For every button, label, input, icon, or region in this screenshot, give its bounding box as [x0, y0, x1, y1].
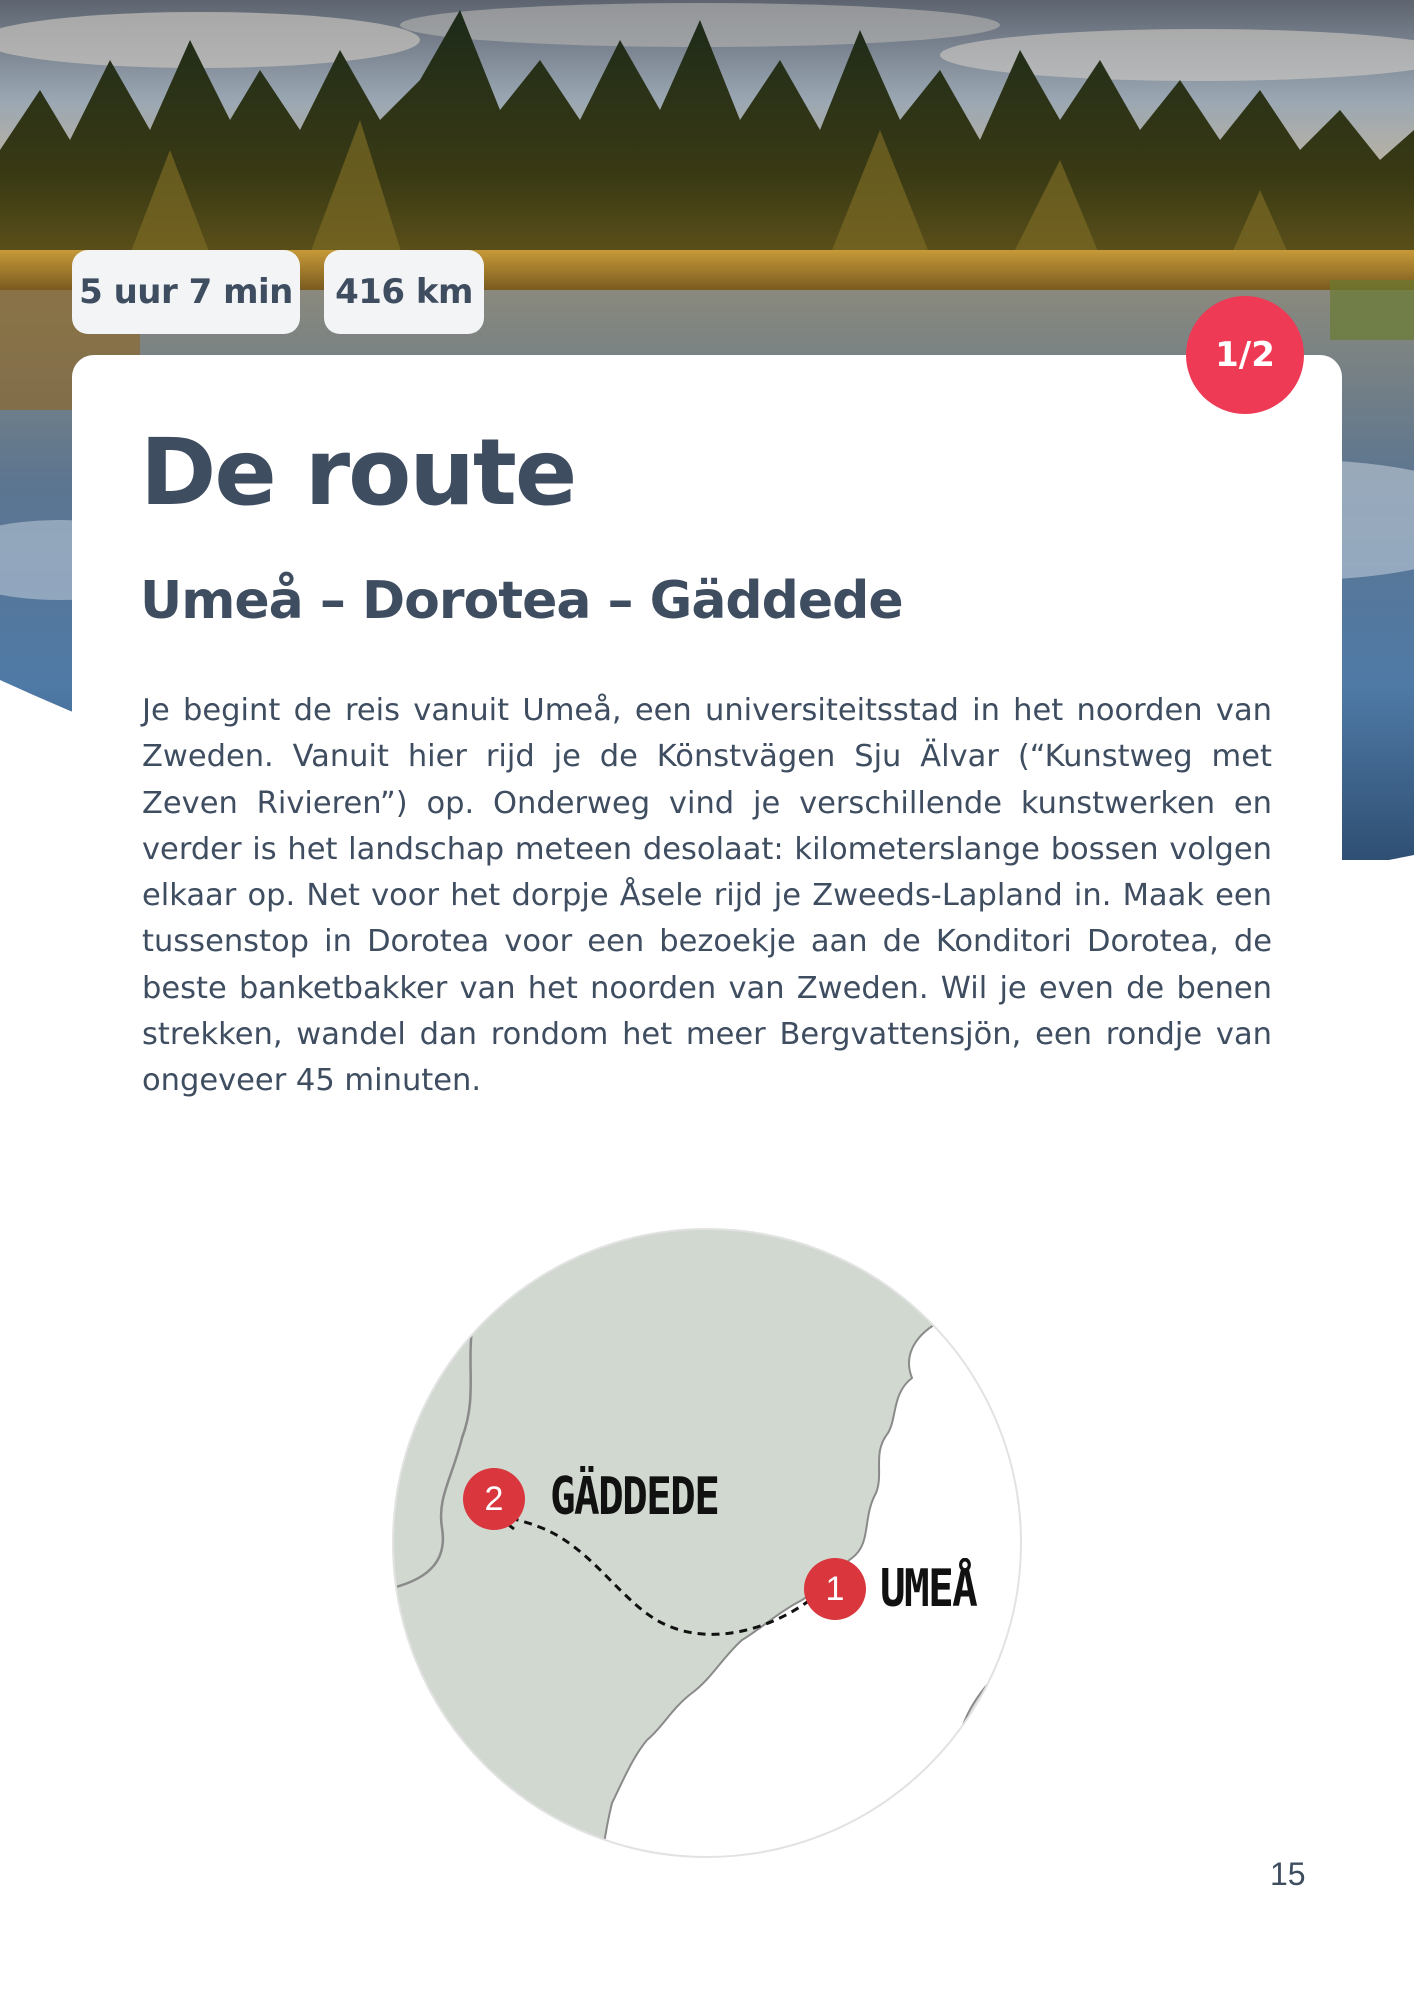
page-title: De route — [140, 419, 576, 526]
map-marker-1 — [804, 1558, 866, 1620]
route-description: Je begint de reis vanuit Umeå, een universiteitsstad in het noorden van Zweden. Vanuit hier rijd je de Könstvägen Sju Älvar (“Kunstweg met Zeven Rivieren”) op. Onderweg vind je verschillende kunstwerken en verder is het landschap meteen desolaat: kilometerslange bossen volgen elkaar op. Net voor het dorpje Åsele rijd je Zweeds-Lapland in. Maak een tussenstop in Dorotea voor een bezoekje aan de Konditori Dorotea, de beste banketbakker van het noorden van Zweden. Wil je even de benen strekken, wandel dan rondom het meer Bergvattensjön, een rondje van ongeveer 45 minuten. — [142, 693, 1272, 1099]
route-subtitle: Umeå – Dorotea – Gäddede — [140, 571, 903, 631]
route-map — [392, 1228, 1022, 1858]
duration-badge — [72, 250, 300, 334]
map-marker-2-number: 2 — [484, 1479, 504, 1518]
page-number: 15 — [1270, 1856, 1306, 1892]
map-label-gaddede: GÄDDEDE — [550, 1467, 719, 1527]
duration-text: 5 uur 7 min — [79, 272, 293, 312]
distance-badge — [324, 250, 484, 334]
distance-text: 416 km — [335, 272, 473, 312]
map-marker-2 — [463, 1468, 525, 1530]
map-label-umea: UMEÅ — [880, 1559, 977, 1619]
map-marker-1-number: 1 — [825, 1569, 845, 1608]
page-progress-badge — [1186, 296, 1304, 414]
page-progress-text: 1/2 — [1215, 335, 1275, 375]
